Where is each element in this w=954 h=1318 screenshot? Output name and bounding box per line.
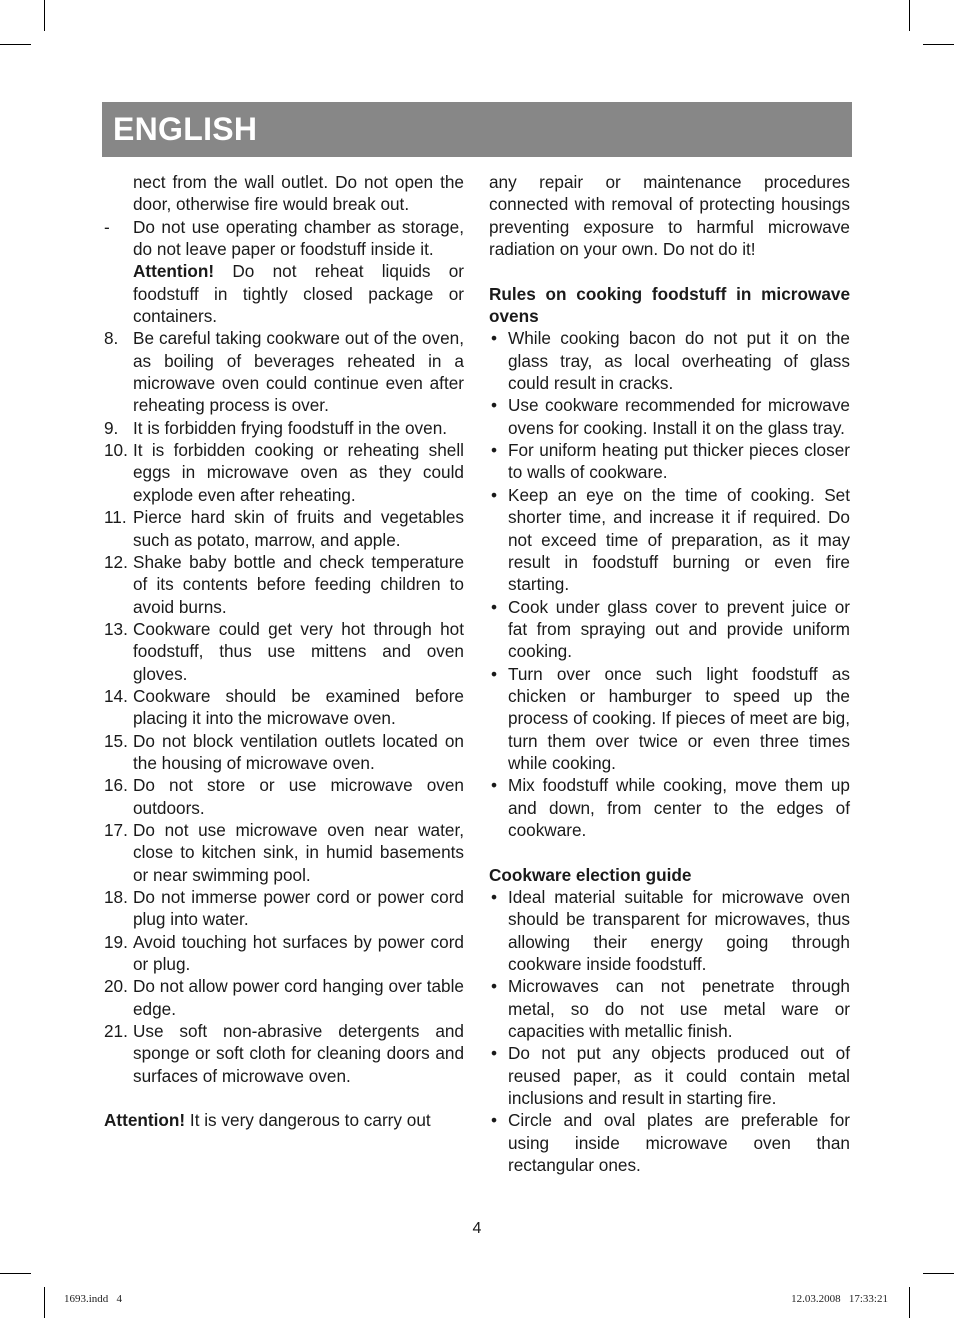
bullet-text: Mix foodstuff while cooking, move them up and down, from center to the edges of cookware. xyxy=(508,775,850,840)
bullet-text: Turn over once such light foodstuff as chicken or hamburger to speed up the process of cooking. If pieces of meet are big, turn them over twice or even three times while cooking. xyxy=(508,663,850,773)
bullet-item xyxy=(489,774,850,841)
item-number: 16. xyxy=(104,775,128,796)
bullet-dot: • xyxy=(491,328,498,349)
item-text: Shake baby bottle and check temperature of its contents before feeding children to avoid burns. xyxy=(133,551,464,617)
bullet-dot: • xyxy=(491,395,498,416)
numbered-item xyxy=(104,618,464,685)
item-text: Avoid touching hot surfaces by power cord or plug. xyxy=(133,931,464,975)
bullet-dot: • xyxy=(491,596,498,617)
crop-mark xyxy=(909,0,910,31)
attention-warning xyxy=(104,1109,464,1131)
bullet-item xyxy=(489,484,850,596)
bullet-item xyxy=(489,886,850,975)
cooking-rules-list xyxy=(489,327,850,841)
dash-item-text: Do not use operating chamber as storage, do not leave paper or foodstuff inside it. xyxy=(133,216,464,260)
numbered-item xyxy=(104,886,464,931)
bullet-item xyxy=(489,394,850,439)
numbered-list xyxy=(104,327,464,1087)
crop-mark xyxy=(44,1287,45,1318)
item-number: 13. xyxy=(104,618,128,639)
numbered-item xyxy=(104,327,464,416)
attention-label: Attention! xyxy=(104,1110,186,1131)
item-text: Do not store or use microwave oven outdoors. xyxy=(133,775,464,818)
attention-note xyxy=(104,260,464,327)
numbered-item xyxy=(104,506,464,551)
crop-mark xyxy=(44,0,45,31)
item-number: 12. xyxy=(104,551,128,572)
item-number: 20. xyxy=(104,976,128,997)
item-text: Be careful taking cookware out of the oven, as boiling of beverages reheated in a microwave oven could continue even after reheating process is over. xyxy=(133,328,464,416)
crop-mark xyxy=(909,1287,910,1318)
numbered-item xyxy=(104,774,464,819)
footer-timestamp: 12.03.2008 17:33:21 xyxy=(791,1293,888,1305)
numbered-item xyxy=(104,439,464,506)
numbered-item xyxy=(104,551,464,618)
item-number: 15. xyxy=(104,730,128,751)
footer-file: 1693.indd 4 xyxy=(64,1293,123,1305)
bullet-item xyxy=(489,1109,850,1176)
item-number: 18. xyxy=(104,887,128,907)
item-number: 21. xyxy=(104,1021,128,1042)
item-number: 17. xyxy=(104,819,128,840)
language-title: ENGLISH xyxy=(113,111,258,147)
bullet-dot: • xyxy=(491,484,498,505)
continued-text: nect from the wall outlet. Do not open the door, otherwise fire would break out. xyxy=(133,172,464,215)
page-number: 4 xyxy=(472,1220,482,1237)
section-heading-cookware-guide: Cookware election guide xyxy=(489,864,692,885)
bullet-dot: • xyxy=(491,1110,498,1131)
attention-text: It is very dangerous to carry out xyxy=(185,1110,431,1131)
bullet-item xyxy=(489,596,850,663)
numbered-item xyxy=(104,931,464,976)
item-number: 11. xyxy=(104,507,127,528)
bullet-text: Ideal material suitable for microwave oven should be transparent for microwaves, thus allowing their energy going through cookware inside foodstuff. xyxy=(508,887,850,975)
crop-mark xyxy=(923,44,954,45)
item-text: Do not block ventilation outlets located on the housing of microwave oven. xyxy=(133,730,464,773)
item-text: Use soft non-abrasive detergents and sponge or soft cloth for cleaning doors and surfaces of microwave oven. xyxy=(133,1021,464,1086)
attention-label: Attention! xyxy=(133,261,215,282)
left-column xyxy=(104,171,464,1132)
dash-item xyxy=(104,216,464,261)
right-column xyxy=(489,171,850,1176)
item-number: 19. xyxy=(104,931,128,952)
bullet-dot: • xyxy=(491,663,498,684)
bullet-dot: • xyxy=(491,1043,498,1064)
numbered-item xyxy=(104,730,464,775)
item-text: Cookware could get very hot through hot foodstuff, thus use mittens and oven gloves. xyxy=(133,618,464,684)
bullet-dot: • xyxy=(491,887,498,907)
dash-marker: - xyxy=(104,216,110,237)
bullet-text: Microwaves can not penetrate through metal, so do not use metal ware or capacities with metallic finish. xyxy=(508,976,850,1042)
bullet-text: Cook under glass cover to prevent juice or fat from spraying out and provide uniform cooking. xyxy=(508,596,850,662)
item-text: Do not immerse power cord or power cord plug into water. xyxy=(133,887,464,930)
item-number: 14. xyxy=(104,685,128,706)
numbered-item xyxy=(104,417,464,439)
bullet-dot: • xyxy=(491,775,498,796)
item-text: Do not use microwave oven near water, close to kitchen sink, in humid basements or near swimming pool. xyxy=(133,819,464,885)
item-text: Pierce hard skin of fruits and vegetables such as potato, marrow, and apple. xyxy=(133,507,464,550)
numbered-item xyxy=(104,819,464,886)
bullet-text: While cooking bacon do not put it on the glass tray, as local overheating of glass could result in cracks. xyxy=(508,328,850,394)
bullet-dot: • xyxy=(491,976,498,997)
bullet-dot: • xyxy=(491,440,498,461)
item-number: 8. xyxy=(104,328,119,349)
bullet-text: Circle and oval plates are preferable for using inside microwave oven than rectangular ones. xyxy=(508,1110,850,1176)
item-text: It is forbidden frying foodstuff in the oven. xyxy=(133,417,448,438)
bullet-text: Do not put any objects produced out of reused paper, as it could contain metal inclusions and result in starting fire. xyxy=(508,1043,850,1109)
attention-text: Do not reheat liquids or foodstuff in tightly closed package or containers. xyxy=(133,261,464,327)
cookware-guide-list xyxy=(489,886,850,1176)
crop-mark xyxy=(0,44,31,45)
bullet-item xyxy=(489,975,850,1042)
bullet-item xyxy=(489,327,850,394)
bullet-text: Keep an eye on the time of cooking. Set shorter time, and increase it if required. Do not exceed time of preparation, as it may result in foodstuff burning or even fire starting. xyxy=(508,484,850,595)
numbered-item xyxy=(104,975,464,1020)
numbered-item xyxy=(104,685,464,730)
item-text: Do not allow power cord hanging over table edge. xyxy=(133,976,464,1019)
bullet-text: For uniform heating put thicker pieces closer to walls of cookware. xyxy=(508,440,850,483)
section-heading-cooking-rules: Rules on cooking foodstuff in microwave ovens xyxy=(489,283,850,327)
continued-text: any repair or maintenance procedures connected with removal of protecting housings preventing exposure to harmful microwave radiation on your own. Do not do it! xyxy=(489,172,850,260)
bullet-text: Use cookware recommended for microwave ovens for cooking. Install it on the glass tray. xyxy=(508,395,850,438)
bullet-item xyxy=(489,439,850,484)
item-number: 10. xyxy=(104,440,128,461)
item-number: 9. xyxy=(104,417,119,438)
crop-mark xyxy=(923,1273,954,1274)
numbered-item xyxy=(104,1020,464,1087)
item-text: It is forbidden cooking or reheating shell eggs in microwave oven as they could explode even after reheating. xyxy=(133,440,464,505)
bullet-item xyxy=(489,663,850,775)
language-header xyxy=(102,102,852,157)
item-text: Cookware should be examined before placing it into the microwave oven. xyxy=(133,685,464,729)
bullet-item xyxy=(489,1042,850,1109)
crop-mark xyxy=(0,1273,31,1274)
